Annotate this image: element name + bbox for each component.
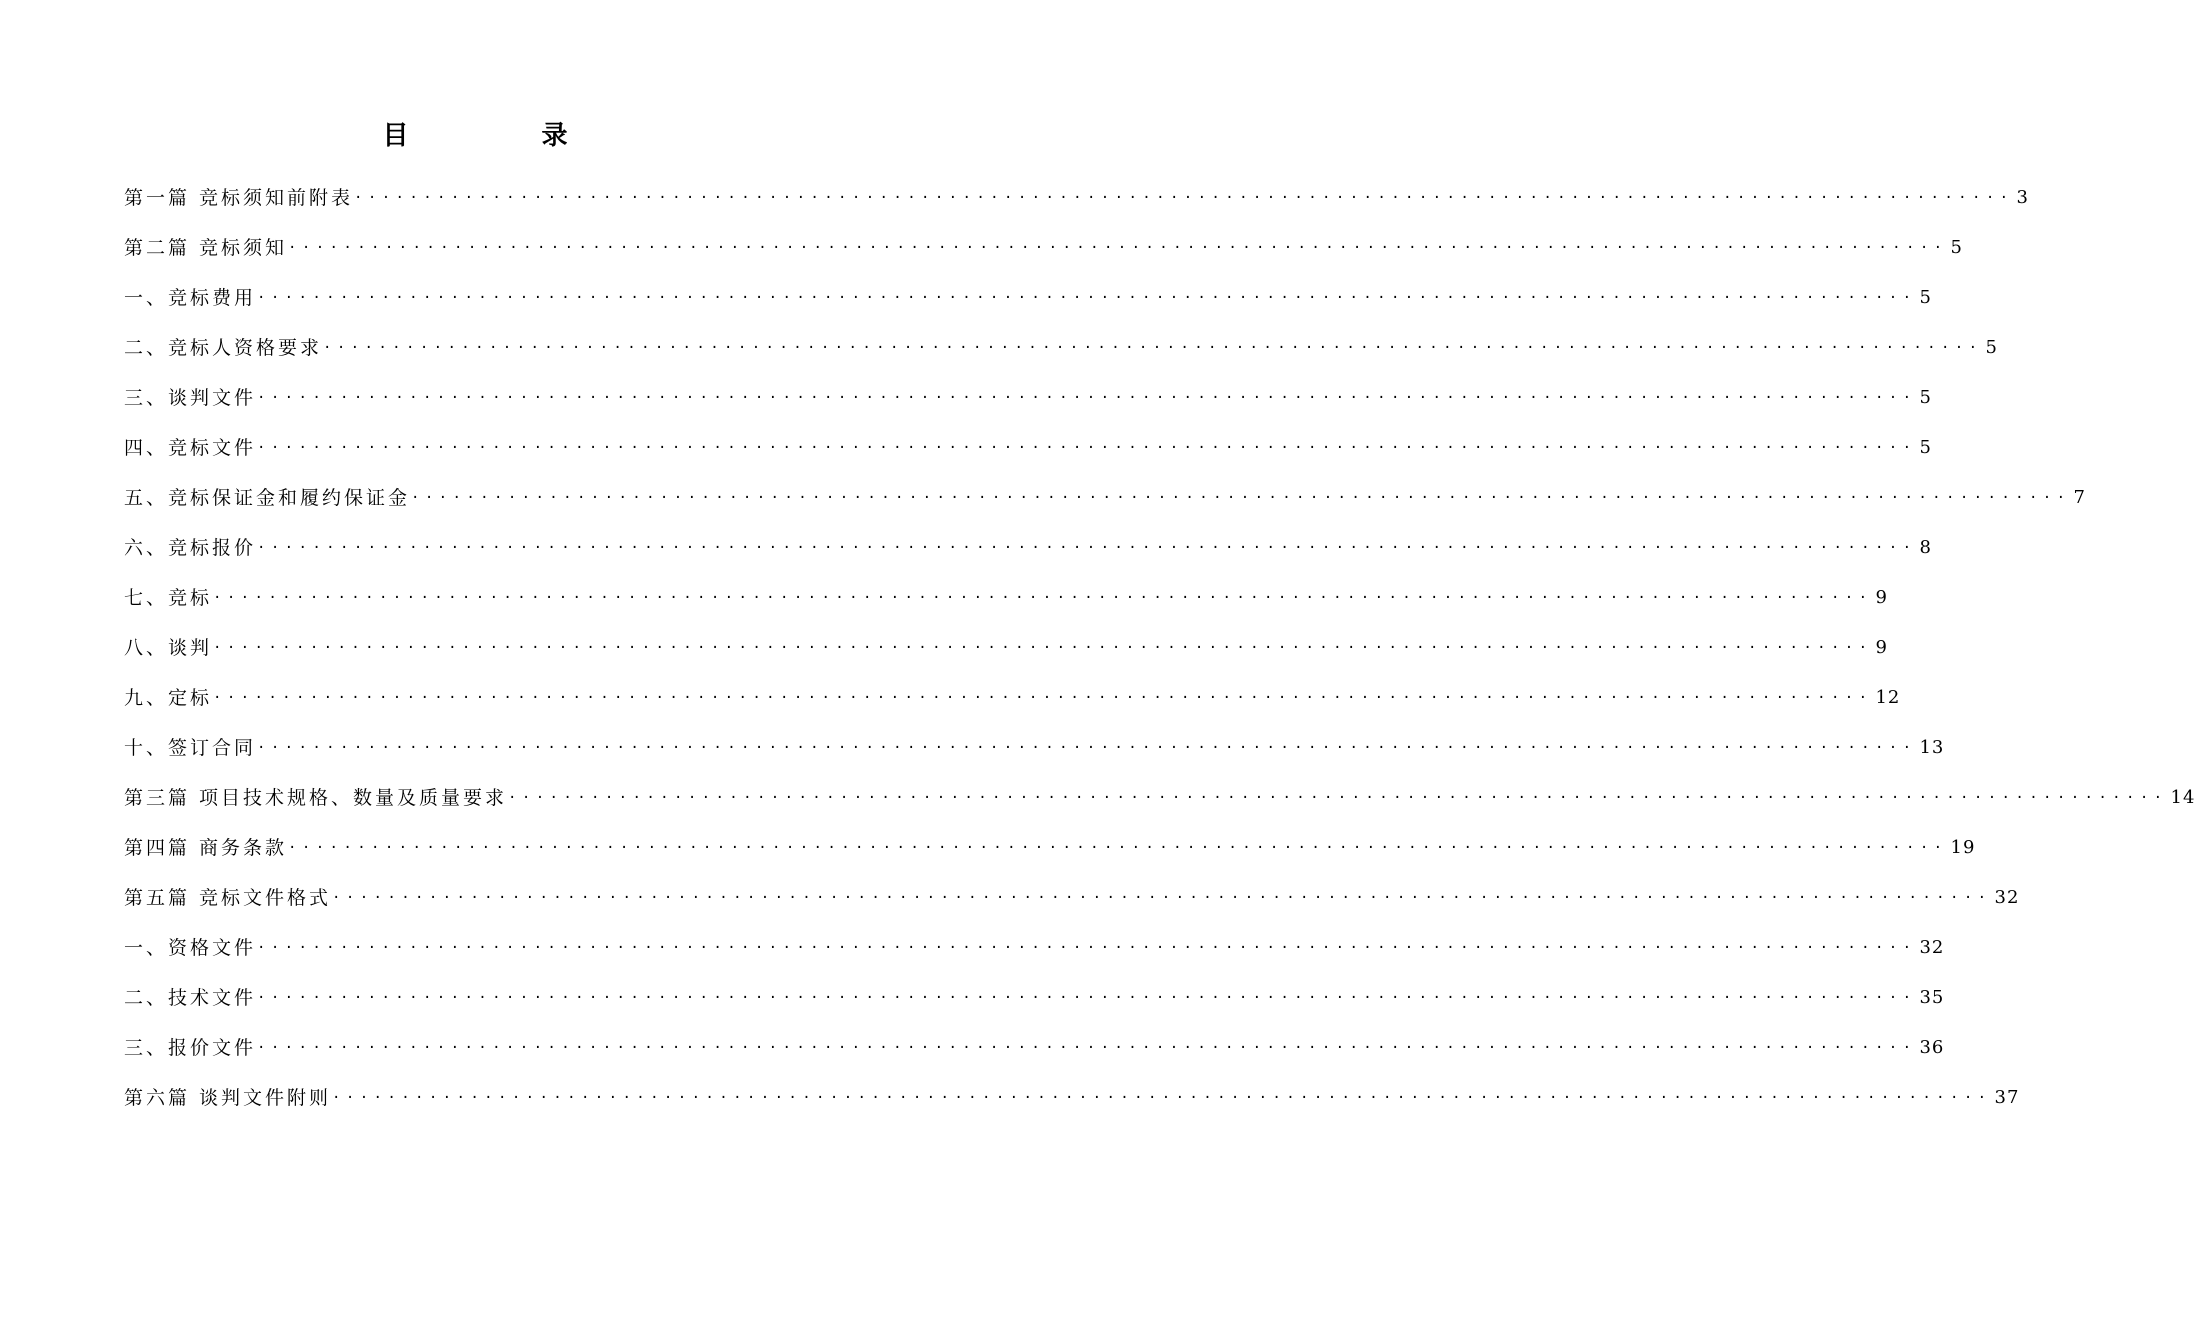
toc-entry[interactable] (124, 265, 1932, 315)
toc-entry[interactable] (124, 915, 1945, 965)
toc-entry-label: 七、竞标 (124, 587, 213, 609)
toc-entry-page-number: 19 (1950, 837, 1976, 858)
toc-dot-leader: ........................................................................................................................ (332, 1086, 1992, 1102)
toc-entry-page-number: 5 (1985, 337, 1998, 358)
toc-entry-label: 第六篇 谈判文件附则 (124, 1087, 332, 1109)
toc-entry-label: 十、签订合同 (124, 737, 257, 759)
toc-dot-leader: ........................................................................................................................ (257, 286, 1917, 302)
toc-dot-leader: ........................................................................................................................ (257, 736, 1917, 752)
toc-entry[interactable] (124, 515, 1932, 565)
page-title: 目 录 (382, 121, 630, 151)
toc-entry-label: 三、报价文件 (124, 1037, 257, 1059)
toc-dot-leader: ........................................................................................................................ (508, 786, 2168, 802)
toc-entry-label: 第一篇 竞标须知前附表 (124, 187, 354, 209)
toc-dot-leader: ........................................................................................................................ (354, 186, 2014, 202)
toc-dot-leader: ........................................................................................................................ (213, 586, 1873, 602)
toc-entry-page-number: 5 (1919, 387, 1932, 408)
toc-entry-label: 一、资格文件 (124, 937, 257, 959)
toc-entry-label: 三、谈判文件 (124, 387, 257, 409)
toc-entry[interactable] (124, 365, 1932, 415)
toc-entry-page-number: 32 (1919, 937, 1945, 958)
toc-entry[interactable] (124, 965, 1945, 1015)
toc-dot-leader: ........................................................................................................................ (332, 886, 1992, 902)
toc-entry-page-number: 5 (1919, 437, 1932, 458)
toc-entry[interactable] (124, 865, 2020, 915)
toc-entry[interactable] (124, 1015, 1945, 1065)
toc-entry[interactable] (124, 1065, 2020, 1115)
toc-entry-label: 六、竞标报价 (124, 537, 257, 559)
toc-entry-page-number: 9 (1875, 637, 1888, 658)
toc-entry-page-number: 32 (1994, 887, 2020, 908)
toc-dot-leader: ........................................................................................................................ (257, 986, 1917, 1002)
toc-dot-leader: ........................................................................................................................ (257, 386, 1917, 402)
toc-dot-leader: ........................................................................................................................ (257, 436, 1917, 452)
toc-dot-leader: ........................................................................................................................ (213, 636, 1873, 652)
toc-dot-leader: ........................................................................................................................ (288, 836, 1948, 852)
toc-entry[interactable] (124, 815, 1976, 865)
toc-dot-leader: ........................................................................................................................ (257, 1036, 1917, 1052)
toc-entry-page-number: 13 (1919, 737, 1945, 758)
toc-entry-page-number: 5 (1919, 287, 1932, 308)
toc-entry[interactable] (124, 315, 1998, 365)
toc-entry[interactable] (124, 665, 1901, 715)
toc-entry[interactable] (124, 565, 1888, 615)
toc-dot-leader: ........................................................................................................................ (257, 936, 1917, 952)
toc-entry-label: 八、谈判 (124, 637, 213, 659)
toc-entry[interactable] (124, 165, 2029, 215)
toc-entry[interactable] (124, 715, 1945, 765)
toc-entry[interactable] (124, 215, 1963, 265)
toc-dot-leader: ........................................................................................................................ (288, 236, 1948, 252)
toc-entry-label: 第三篇 项目技术规格、数量及质量要求 (124, 787, 508, 809)
toc-entry-page-number: 14 (2170, 787, 2195, 808)
toc-entry[interactable] (124, 465, 2086, 515)
table-of-contents (124, 165, 2195, 1115)
toc-entry-label: 二、技术文件 (124, 987, 257, 1009)
toc-entry-label: 四、竞标文件 (124, 437, 257, 459)
toc-entry-page-number: 12 (1875, 687, 1901, 708)
toc-entry-page-number: 36 (1919, 1037, 1945, 1058)
toc-entry-label: 一、竞标费用 (124, 287, 257, 309)
toc-dot-leader: ........................................................................................................................ (323, 336, 1983, 352)
toc-entry-page-number: 3 (2016, 187, 2029, 208)
toc-entry[interactable] (124, 415, 1932, 465)
toc-entry-page-number: 35 (1919, 987, 1945, 1008)
toc-entry-label: 九、定标 (124, 687, 213, 709)
toc-dot-leader: ........................................................................................................................ (411, 486, 2071, 502)
toc-dot-leader: ........................................................................................................................ (213, 686, 1873, 702)
toc-entry-page-number: 7 (2073, 487, 2086, 508)
toc-entry-label: 二、竞标人资格要求 (124, 337, 323, 359)
toc-entry-label: 第五篇 竞标文件格式 (124, 887, 332, 909)
toc-dot-leader: ........................................................................................................................ (257, 536, 1917, 552)
toc-entry-label: 五、竞标保证金和履约保证金 (124, 487, 411, 509)
toc-entry-page-number: 8 (1919, 537, 1932, 558)
toc-entry[interactable] (124, 615, 1888, 665)
toc-entry-page-number: 5 (1950, 237, 1963, 258)
toc-entry[interactable] (124, 765, 2195, 815)
toc-entry-label: 第二篇 竞标须知 (124, 237, 288, 259)
toc-entry-page-number: 9 (1875, 587, 1888, 608)
toc-entry-page-number: 37 (1994, 1087, 2020, 1108)
toc-entry-label: 第四篇 商务条款 (124, 837, 288, 859)
